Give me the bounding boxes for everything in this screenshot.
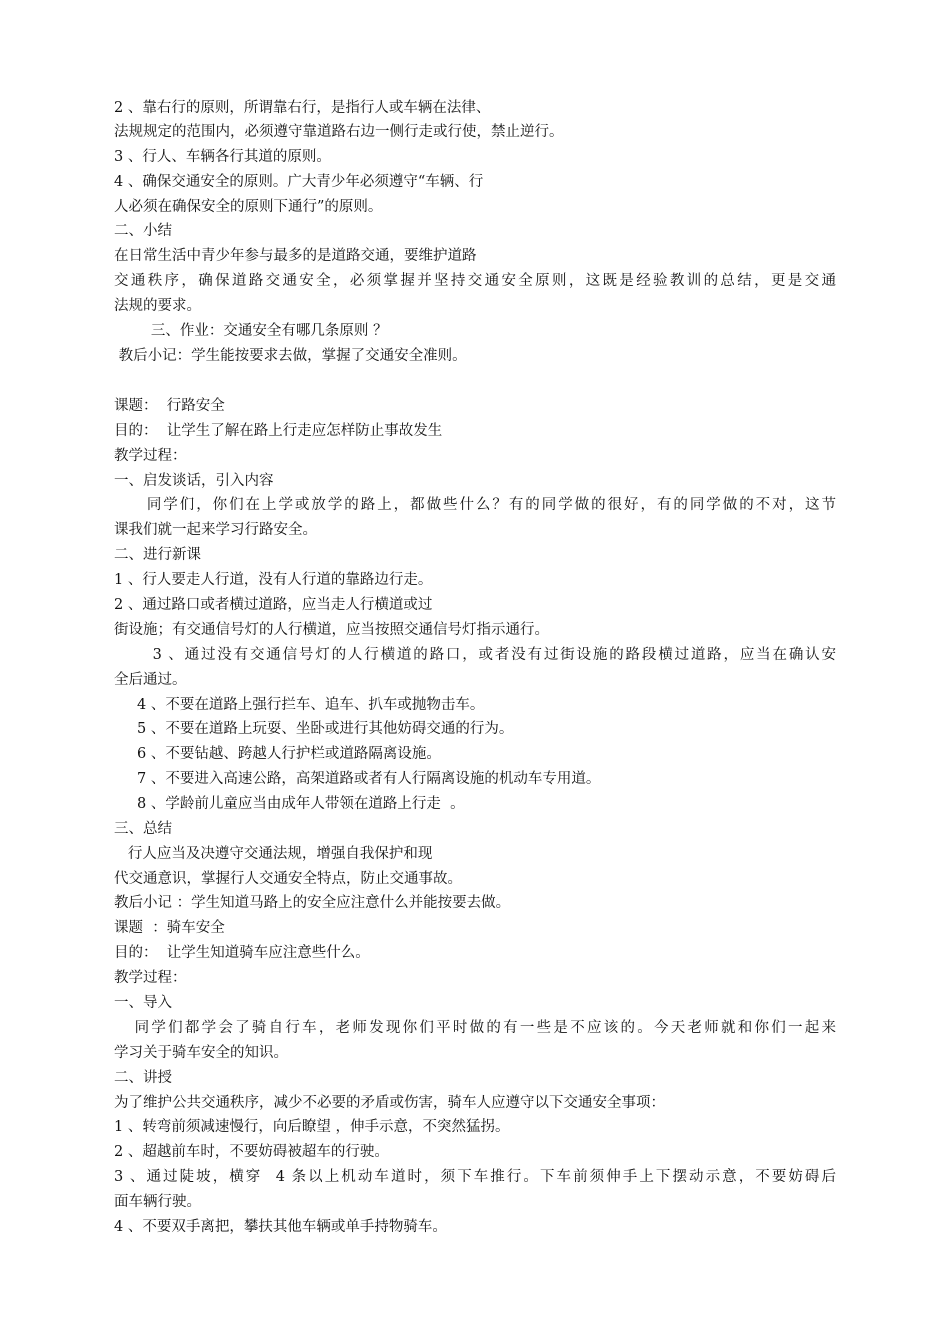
section-heading: 二、小结 bbox=[114, 223, 172, 239]
text-line: 2 、通过路口或者横过道路，应当走人行横道或过 bbox=[114, 597, 433, 613]
text-line: 学习关于骑车安全的知识。 bbox=[114, 1045, 288, 1061]
text-line: 人必须在确保安全的原则下通行”的原则。 bbox=[114, 199, 383, 215]
text-line: 3 、通过没有交通信号灯的人行横道的路口，或者没有过街设施的路段横过道路，应当在确认安 bbox=[114, 647, 836, 663]
text-line: 1 、转弯前须减速慢行，向后瞭望 ，伸手示意，不突然猛拐。 bbox=[114, 1119, 510, 1135]
section-heading: 三、总结 bbox=[114, 821, 172, 837]
text-line: 在日常生活中青少年参与最多的是道路交通，要维护道路 bbox=[114, 248, 477, 264]
text-line: 3 、行人、车辆各行其道的原则。 bbox=[114, 149, 331, 165]
text-line: 7 、不要进入高速公路，高架道路或者有人行隔离设施的机动车专用道。 bbox=[114, 771, 601, 787]
text-line: 交通秩序，确保道路交通安全，必须掌握并坚持交通安全原则，这既是经验教训的总结，更是交通 bbox=[114, 273, 836, 289]
text-line: 法规规定的范围内，必须遵守靠道路右边一侧行走或行使，禁止逆行。 bbox=[114, 124, 564, 140]
section-heading: 一、启发谈话，引入内容 bbox=[114, 473, 274, 489]
lesson-goal: 目的： 让学生了解在路上行走应怎样防止事故发生 bbox=[114, 423, 443, 439]
section-heading: 二、讲授 bbox=[114, 1070, 172, 1086]
text-line: 3 、通过陡坡，横穿 4 条以上机动车道时，须下车推行。下车前须伸手上下摆动示意，不要妨碍后 bbox=[114, 1169, 836, 1185]
text-line: 面车辆行驶。 bbox=[114, 1194, 201, 1210]
section-heading: 教学过程： bbox=[114, 970, 187, 986]
text-line: 教后小记：学生能按要求去做，掌握了交通安全准则。 bbox=[114, 348, 467, 364]
text-line: 代交通意识，掌握行人交通安全特点，防止交通事故。 bbox=[114, 871, 462, 887]
text-line: 课我们就一起来学习行路安全。 bbox=[114, 522, 317, 538]
text-line: 行人应当及决遵守交通法规，增强自我保护和现 bbox=[114, 846, 433, 862]
text-line: 5 、不要在道路上玩耍、坐卧或进行其他妨碍交通的行为。 bbox=[114, 721, 514, 737]
text-line: 2 、靠右行的原则，所谓靠右行，是指行人或车辆在法律、 bbox=[114, 100, 491, 116]
lesson-goal: 目的： 让学生知道骑车应注意些什么。 bbox=[114, 945, 370, 961]
text-line: 6 、不要钻越、跨越人行护栏或道路隔离设施。 bbox=[114, 746, 441, 762]
text-line: 全后通过。 bbox=[114, 672, 187, 688]
text-line: 同学们都学会了骑自行车，老师发现你们平时做的有一些是不应该的。今天老师就和你们一起来 bbox=[114, 1020, 836, 1036]
section-heading: 二、进行新课 bbox=[114, 547, 201, 563]
text-line: 8 、学龄前儿童应当由成年人带领在道路上行走 。 bbox=[114, 796, 465, 812]
lesson-title: 课题： 行路安全 bbox=[114, 398, 225, 414]
text-line: 4 、不要在道路上强行拦车、追车、扒车或抛物击车。 bbox=[114, 697, 485, 713]
text-line: 三、作业：交通安全有哪几条原则 ？ bbox=[114, 323, 388, 339]
section-heading: 一、导入 bbox=[114, 995, 172, 1011]
text-line: 街设施；有交通信号灯的人行横道，应当按照交通信号灯指示通行。 bbox=[114, 622, 549, 638]
lesson-title: 课题 ：骑车安全 bbox=[114, 920, 225, 936]
text-line: 4 、确保交通安全的原则。广大青少年必须遵守“车辆、行 bbox=[114, 174, 484, 190]
text-line: 2 、超越前车时，不要妨碍被超车的行驶。 bbox=[114, 1144, 389, 1160]
text-line: 为了维护公共交通秩序，减少不必要的矛盾或伤害，骑车人应遵守以下交通安全事项： bbox=[114, 1095, 665, 1111]
text-line: 教后小记 ：学生知道马路上的安全应注意什么并能按要去做。 bbox=[114, 895, 511, 911]
text-line: 法规的要求。 bbox=[114, 298, 201, 314]
section-heading: 教学过程： bbox=[114, 448, 187, 464]
text-line: 同学们，你们在上学或放学的路上，都做些什么？有的同学做的很好，有的同学做的不对，这节 bbox=[114, 497, 836, 513]
text-line: 4 、不要双手离把，攀扶其他车辆或单手持物骑车。 bbox=[114, 1219, 447, 1235]
text-line: 1 、行人要走人行道，没有人行道的靠路边行走。 bbox=[114, 572, 433, 588]
